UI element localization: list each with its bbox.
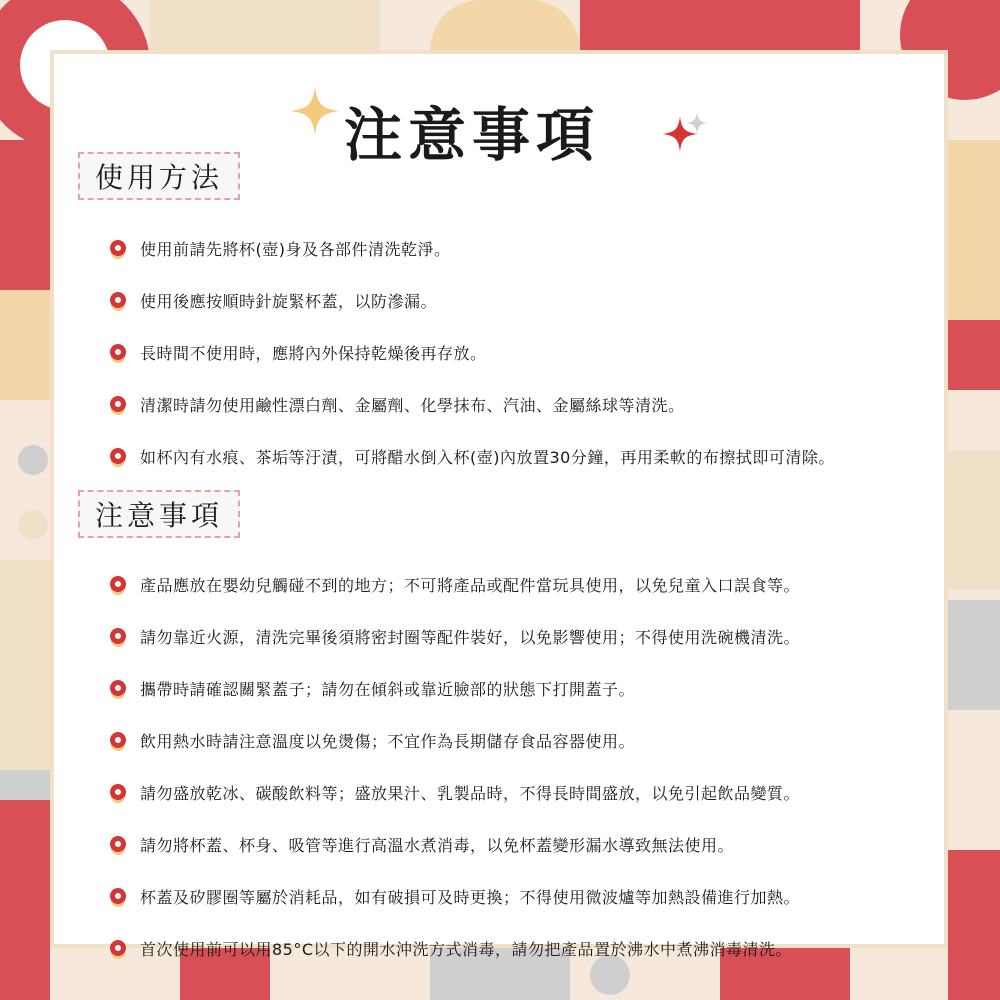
bullet-ring-icon (110, 576, 126, 592)
list-item (110, 610, 934, 662)
bg-cream-arc-top (430, 0, 580, 50)
list-item-text: 長時間不使用時，應將內外保持乾燥後再存放。 (140, 343, 487, 363)
list-item (110, 662, 934, 714)
list-item-text: 使用後應按順時針旋緊杯蓋，以防滲漏。 (140, 291, 438, 311)
bg-sand-block-right (948, 450, 1000, 590)
bullet-ring-icon (110, 888, 126, 904)
bg-sand-dot-left (18, 510, 48, 540)
star-icon-right-grey (686, 112, 708, 134)
usage-list (110, 222, 934, 482)
bg-sand-block-top (150, 0, 380, 50)
list-item (110, 922, 934, 974)
bullet-ring-icon (110, 344, 126, 360)
bg-grey-block-left (0, 770, 50, 800)
page-title: 注意事項 (344, 101, 601, 169)
list-item (110, 870, 934, 922)
bg-red-block-left (0, 140, 50, 290)
list-item-text: 清潔時請勿使用鹼性漂白劑、金屬劑、化學抹布、汽油、金屬絲球等清洗。 (140, 395, 685, 415)
bg-grey-stripes-right (948, 600, 1000, 710)
bullet-ring-icon (110, 680, 126, 696)
bg-red-stripes-right (948, 320, 1000, 390)
bullet-ring-icon (110, 448, 126, 464)
bg-red-block-right-bottom (948, 850, 1000, 1000)
list-item-text: 使用前請先將杯(壺)身及各部件清洗乾淨。 (140, 239, 451, 259)
list-item-text: 攜帶時請確認關緊蓋子；請勿在傾斜或靠近臉部的狀態下打開蓋子。 (140, 679, 636, 699)
list-item (110, 766, 934, 818)
list-item-text: 請勿靠近火源，清洗完畢後須將密封圈等配件裝好，以免影響使用；不得使用洗碗機清洗。 (140, 627, 801, 647)
bullet-ring-icon (110, 836, 126, 852)
bg-cream-block-left (0, 290, 50, 400)
bullet-ring-icon (110, 940, 126, 956)
list-item (110, 222, 934, 274)
bg-sand-block-left-mid (0, 560, 50, 770)
list-item (110, 714, 934, 766)
notice-panel (50, 50, 948, 959)
section-heading-usage: 使用方法 (78, 152, 240, 200)
bg-grey-dot-left-1 (18, 445, 48, 475)
list-item (110, 274, 934, 326)
list-item-text: 請勿將杯蓋、杯身、吸管等進行高溫水煮消毒，以免杯蓋變形漏水導致無法使用。 (140, 835, 735, 855)
list-item-text: 首次使用前可以用85°C以下的開水沖洗方式消毒，請勿把產品置於沸水中煮沸消毒清洗。 (140, 939, 793, 959)
section-heading-notice: 注意事項 (78, 490, 240, 538)
list-item-text: 產品應放在嬰幼兒觸碰不到的地方；不可將產品或配件當玩具使用，以免兒童入口誤食等。 (140, 575, 801, 595)
list-item-text: 如杯內有水痕、茶垢等汙漬，可將醋水倒入杯(壺)內放置30分鐘，再用柔軟的布擦拭即可清除。 (140, 447, 835, 467)
list-item (110, 818, 934, 870)
list-item (110, 326, 934, 378)
bg-red-block-top-right (580, 0, 860, 50)
bullet-ring-icon (110, 784, 126, 800)
list-item-text: 杯蓋及矽膠圈等屬於消耗品，如有破損可及時更換；不得使用微波爐等加熱設備進行加熱。 (140, 887, 801, 907)
list-item (110, 430, 934, 482)
bg-red-block-left-bottom (0, 800, 50, 1000)
notice-list (110, 558, 934, 974)
list-item-text: 飲用熱水時請注意溫度以免燙傷；不宜作為長期儲存食品容器使用。 (140, 731, 636, 751)
star-icon-left (290, 86, 340, 136)
list-item (110, 558, 934, 610)
bullet-ring-icon (110, 732, 126, 748)
bullet-ring-icon (110, 292, 126, 308)
list-item (110, 378, 934, 430)
bullet-ring-icon (110, 240, 126, 256)
list-item-text: 請勿盛放乾冰、碳酸飲料等；盛放果汁、乳製品時，不得長時間盛放，以免引起飲品變質。 (140, 783, 801, 803)
bullet-ring-icon (110, 628, 126, 644)
bg-cream-block-right (948, 140, 1000, 320)
bullet-ring-icon (110, 396, 126, 412)
